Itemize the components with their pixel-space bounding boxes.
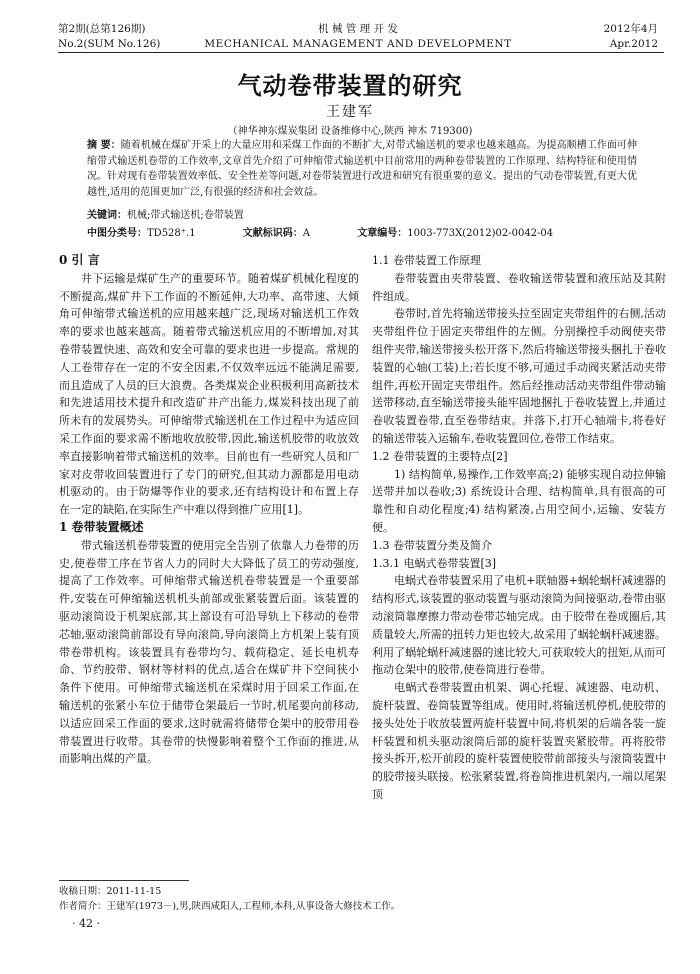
date-cn: 2012年4月 [603,23,658,35]
paragraph: 井下运输是煤矿生产的重要环节。随着煤矿机械化程度的不断提高,煤矿井下工作面的不断延伸,大功率、高带速、大倾角可伸缩带式输送机的应用越来越广泛,现场对输送机工作效率的要求也越来越高。随着带式输送机应用的不断增加,对其卷带装置快速、高效和安全可靠的要求也进一步提高。常规的人工卷带存在一定的不安全因素,不仅效率远远不能满足需要,而且造成了人员的巨大浪费。各类煤炭企业积极利用高新技术和先进适用技术提升和改造矿井产出能力,煤炭科技出现了前所未有的发展势头。可伸缩带式输送机在工作过程中为适应回采工作面的要求需不断地收放胶带,因此,输送机胶带的收放效率直接影响着带式输送机的效率。目前也有一些研究人员和厂家对皮带收回装置进行了专门的研究,但其动力源都是用电动机驱动的。由于防爆等作业的要求,还有结构设计和布置上存在一定的缺陷,在实际生产中难以得到推广应用[1]。 [59,271,359,517]
art-value: 1003-773X(2012)02-0042-04 [407,228,554,239]
paragraph: 1) 结构简单,易操作,工作效率高;2) 能够实现自动拉伸输送带并加以卷收;3) 系统设计合理、结构简单,具有很高的可靠性和自动化程度;4) 结构紧凑,占用空间小,运输、安装方便。 [372,467,666,534]
journal-cn: 机 械 管 理 开 发 [318,23,398,35]
section-heading: 1.3.1 电蜗式卷带装置[3] [372,556,497,570]
page-number: · 42 · [72,917,100,930]
doc-label: 文献标识码： [242,228,303,239]
keywords [87,206,244,221]
clc-label: 中图分类号： [87,228,147,239]
section-heading: 1.1 卷带装置工作原理 [372,254,481,267]
paper-title: 气动卷带装置的研究 [237,71,463,100]
doc-value: A [302,228,311,239]
paragraph: 卷带时,首先将输送带接头拉至固定夹带组件的右侧,活动夹带组件位于固定夹带组件的左侧。分别操控手动阀使夹带组件夹带,输送带接头松开落下,然后将输送带接头捆扎于卷收装置的心轴(工装)上;若长度不够,可通过手动阀夹紧活动夹带组件,再松开固定夹带组件。然后经推动活动夹带组件带动输送带移动,直至输送带接头能牢固地捆扎于卷收装置上,并通过卷收装置卷带,直至卷带结束。并落下,打开心轴端卡,将卷好的输送带装入运输车,卷收装置回位,卷带工作结束。 [372,307,666,445]
clc-value: TD528⁺.1 [147,228,196,239]
art-label: 文章编号： [357,228,408,239]
author-bio: 作者简介：王建军(1973－),男,陕西咸阳人,工程师,本科,从事设备大修技术工作。 [59,901,401,912]
paragraph: 带式输送机卷带装置的使用完全告别了依靠人力卷带的历史,使卷带工序在节省人力的同时大大降低了员工的劳动强度,提高了工作效率。可伸缩带式输送机卷带装置是一个重要部件,安装在可伸缩输送机机头前部或张紧装置后面。该装置的驱动滚筒设于机架底部,其上部设有可沿导轨上下移动的卷带芯轴,驱动滚筒前部设有导向滚筒,导向滚筒上方机架上装有顶带卷带机构。该装置具有卷带均匀、载荷稳定、延长电机寿命、节约胶带、钢材等材料的优点,适合在煤矿井下空间狭小条件下使用。可伸缩带式输送机在采煤时用于回采工作面,在输送机的张紧小车位于储带仓架最后一节时,机尾要向前移动,以适应回采工作面的要求,这时就需将储带仓架中的胶带用卷带装置进行收带。其卷带的快慢影响着整个工作面的推进,从而影响出煤的产量。 [59,538,359,766]
section-heading: 0 引 言 [59,253,100,267]
footnote [59,884,400,914]
footnote-rule [59,880,189,881]
abstract-text: 随着机械在煤矿开采上的大量应用和采煤工作面的不断扩大,对带式输送机的要求也越来越高。为提高顺槽工作面可伸缩带式输送机卷带的工作效率,文章首先介绍了可伸缩带式输送机中目前常用的两种卷带装置的工作原理、结构特征和使用情况。针对现有卷带装置效率低、安全性差等问题,对卷带装置进行改进和研究有很重要的意义。提出的气动卷带装置,有更大优越性,适用的范围更加广泛,有很强的经济和社会效益。 [87,140,637,198]
left-column [59,252,359,768]
abstract-label: 摘 要： [87,140,121,151]
paragraph: 电蜗式卷带装置采用了电机+联轴器+蜗轮蜗杆减速器的结构形式,该装置的驱动装置与驱动滚筒为间接驱动,卷带由驱动滚筒靠摩擦力带动卷带芯轴完成。由于胶带在卷成圈后,其质量较大,所需的扭转力矩也较大,故采用了蜗轮蜗杆减速器。利用了蜗轮蜗杆减速器的速比较大,可获取较大的扭矩,从而可拖动仓架中的胶带,使卷筒进行卷带。 [372,574,666,677]
journal-en: MECHANICAL MANAGEMENT AND DEVELOPMENT [204,38,512,50]
date-en: Apr.2012 [609,38,658,50]
abstract [87,138,637,200]
section-heading: 1.3 卷带装置分类及简介 [372,538,492,552]
paragraph: 卷带装置由夹带装置、卷收输送带装置和液压站及其附件组成。 [372,271,666,303]
paragraph: 电蜗式卷带装置由机架、调心托辊、减速器、电动机、旋杆装置、卷筒装置等组成。使用时,将输送机停机,使胶带的接头处处于收放装置两旋杆装置中间,将机架的后端各装一旋杆装置和机头驱动滚筒后部的旋杆装置夹紧胶带。再将胶带接头拆开,松开前段的旋杆装置使胶带前部接头与滚筒装置中的胶带接头联接。松张紧装置,将卷筒推进机架内,一端以尾架顶 [372,681,666,801]
issue-cn: 第2期(总第126期) [58,23,146,35]
received-date: 收稿日期：2011-11-15 [59,886,162,897]
section-heading: 1 卷带装置概述 [59,519,144,534]
affiliation: （神华神东煤炭集团 设备维修中心,陕西 神木 719300) [227,126,473,137]
header-rule [58,52,664,53]
section-heading: 1.2 卷带装置的主要特点[2] [372,449,508,463]
keywords-text: 机械;带式输送机;卷带装置 [127,210,244,221]
keywords-label: 关键词： [87,210,127,221]
author: 王建军 [326,104,374,120]
issue-en: No.2(SUM No.126) [58,38,161,50]
right-column [372,252,666,804]
classification [87,224,597,239]
